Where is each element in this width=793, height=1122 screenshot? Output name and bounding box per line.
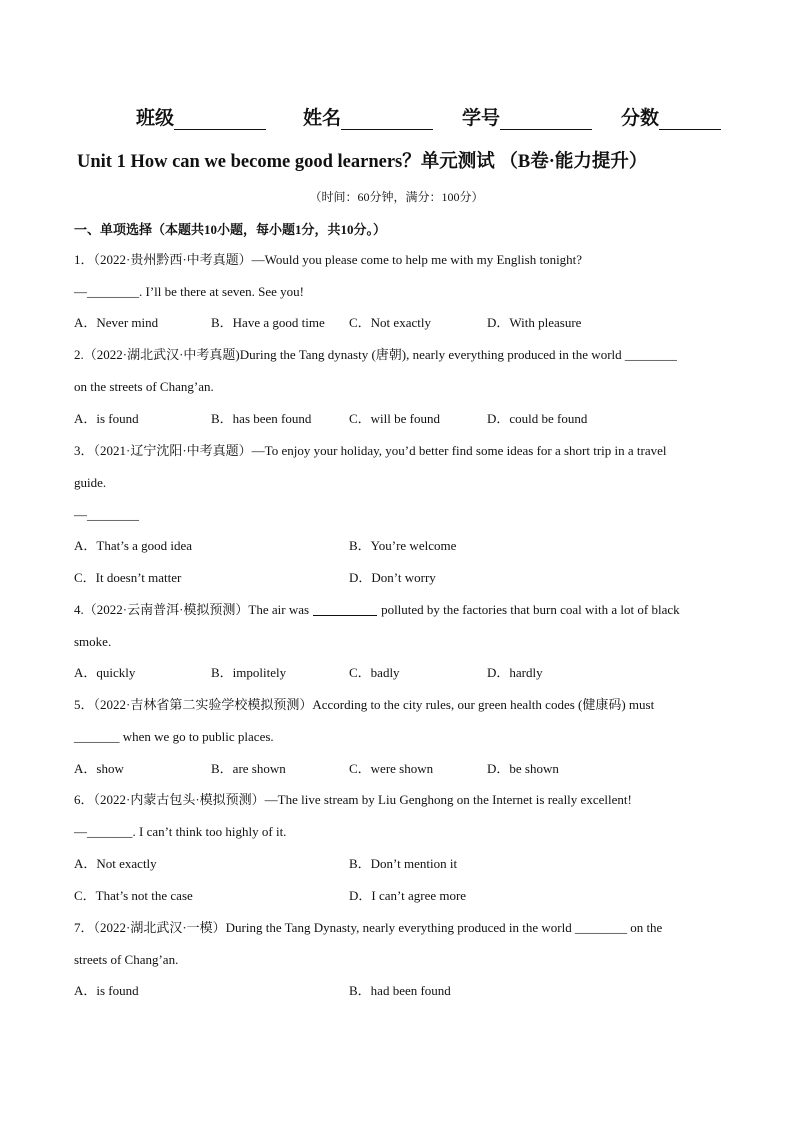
question-3-response: —________ — [74, 507, 139, 522]
q4-stem-post: polluted by the factories that burn coal with a lot of black — [381, 602, 680, 617]
name-field — [303, 103, 433, 130]
student-id-label: 学号 — [462, 107, 501, 129]
question-3-stem: 3．（2021·辽宁沈阳·中考真题）—To enjoy your holiday, you’d better find some ideas for a short trip in a travel — [74, 443, 667, 458]
q5-option-a[interactable]: A．show — [74, 761, 124, 776]
name-blank[interactable] — [341, 109, 433, 130]
question-4-stem — [74, 601, 680, 619]
q4-option-c[interactable]: C．badly — [349, 665, 400, 680]
score-blank[interactable] — [659, 109, 721, 130]
question-1-stem: 1．（2022·贵州黔西·中考真题）—Would you please come to help me with my English tonight? — [74, 252, 583, 267]
question-3-stem-cont: guide. — [74, 475, 107, 490]
time-note: （时间：60分钟，满分：100分） — [309, 190, 484, 204]
q4-option-a[interactable]: A．quickly — [74, 665, 136, 680]
q7-option-a[interactable]: A．is found — [74, 983, 139, 998]
q3-option-c[interactable]: C．It doesn’t matter — [74, 570, 182, 585]
question-4-stem-cont: smoke. — [74, 634, 112, 649]
question-5-stem: 5．（2022·吉林省第二实验学校模拟预测）According to the city rules, our green health codes (健康码) must — [74, 697, 655, 712]
score-label: 分数 — [621, 107, 660, 129]
question-2-stem: 2.（2022·湖北武汉·中考真题)During the Tang dynasty (唐朝), nearly everything produced in the world ________ — [74, 347, 677, 362]
q1-option-b[interactable]: B．Have a good time — [211, 315, 325, 330]
student-info-header — [0, 103, 793, 129]
question-6-stem: 6．（2022·内蒙古包头·模拟预测）—The live stream by Liu Genghong on the Internet is really excellent! — [74, 792, 632, 807]
q2-option-c[interactable]: C．will be found — [349, 411, 440, 426]
class-field — [136, 103, 266, 130]
q6-option-d[interactable]: D．I can’t agree more — [349, 888, 467, 903]
q2-option-d[interactable]: D．could be found — [487, 411, 588, 426]
q4-stem-pre: 4.（2022·云南普洱·模拟预测）The air was — [74, 602, 310, 617]
question-5-stem-cont: _______ when we go to public places. — [74, 729, 274, 744]
q3-option-a[interactable]: A．That’s a good idea — [74, 538, 193, 553]
q4-option-b[interactable]: B．impolitely — [211, 665, 287, 680]
q1-option-d[interactable]: D．With pleasure — [487, 315, 582, 330]
page-title: Unit 1 How can we become good learners？单元测试 （B卷·能力提升） — [77, 152, 648, 172]
q6-option-b[interactable]: B．Don’t mention it — [349, 856, 458, 871]
name-label: 姓名 — [303, 107, 342, 129]
q6-option-a[interactable]: A．Not exactly — [74, 856, 157, 871]
question-7-stem-cont: streets of Chang’an. — [74, 952, 179, 967]
student-id-field — [462, 103, 592, 130]
q3-option-b[interactable]: B．You’re welcome — [349, 538, 457, 553]
q7-option-b[interactable]: B．had been found — [349, 983, 451, 998]
question-6-response: —_______. I can’t think too highly of it. — [74, 824, 287, 839]
q2-option-b[interactable]: B．has been found — [211, 411, 312, 426]
student-id-blank[interactable] — [500, 109, 592, 130]
q5-option-b[interactable]: B．are shown — [211, 761, 286, 776]
q1-option-a[interactable]: A．Never mind — [74, 315, 159, 330]
score-field — [621, 103, 721, 130]
class-blank[interactable] — [174, 109, 266, 130]
q5-option-c[interactable]: C．were shown — [349, 761, 434, 776]
q2-option-a[interactable]: A．is found — [74, 411, 139, 426]
question-2-stem-cont: on the streets of Chang’an. — [74, 379, 214, 394]
q4-option-d[interactable]: D．hardly — [487, 665, 543, 680]
section-heading: 一、单项选择（本题共10小题，每小题1分，共10分。） — [74, 222, 387, 237]
q3-option-d[interactable]: D．Don’t worry — [349, 570, 436, 585]
question-7-stem: 7．（2022·湖北武汉·一模）During the Tang Dynasty, nearly everything produced in the world ________ on the — [74, 920, 663, 935]
q1-option-c[interactable]: C．Not exactly — [349, 315, 431, 330]
q5-option-d[interactable]: D．be shown — [487, 761, 559, 776]
q6-option-c[interactable]: C．That’s not the case — [74, 888, 193, 903]
q4-answer-blank — [313, 602, 377, 616]
question-1-response: —________. I’ll be there at seven. See you! — [74, 284, 304, 299]
class-label: 班级 — [136, 107, 175, 129]
